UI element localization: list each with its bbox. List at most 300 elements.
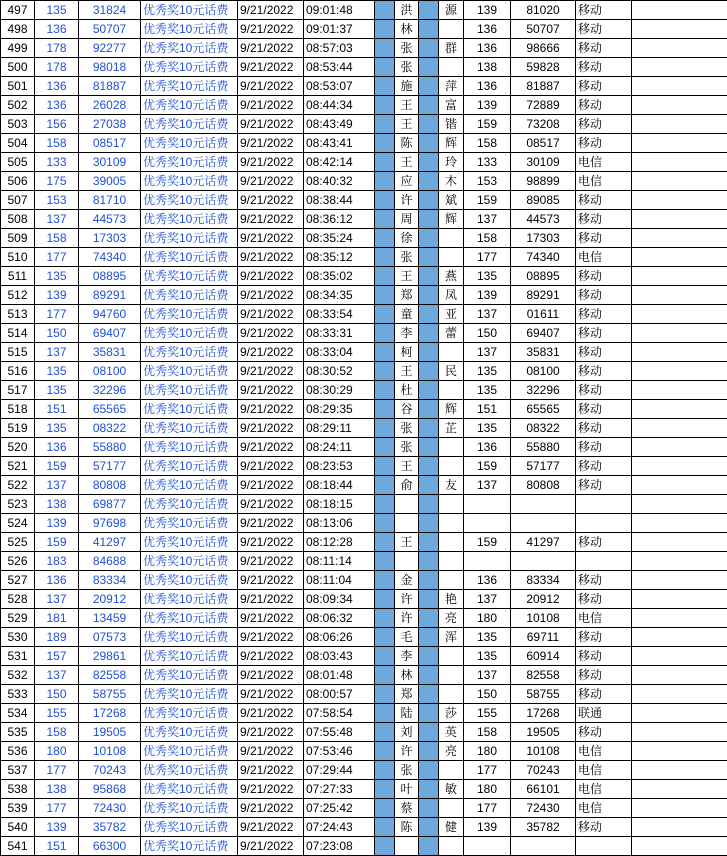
cell-empty-tail xyxy=(632,571,727,590)
highlight-band-right xyxy=(419,628,439,647)
cell-prize: 优秀奖10元话费 xyxy=(141,818,238,837)
table-row[interactable] xyxy=(1,457,727,476)
highlight-band-right xyxy=(419,742,439,761)
cell-time: 07:25:42 xyxy=(304,799,375,818)
highlight-band-right xyxy=(419,571,439,590)
cell-phone-suffix: 10108 xyxy=(79,742,141,761)
cell-phone-suffix: 35831 xyxy=(79,343,141,362)
highlight-band-left xyxy=(375,704,395,723)
cell-date: 9/21/2022 xyxy=(238,799,304,818)
table-row[interactable] xyxy=(1,704,727,723)
cell-confirm-suffix: 08322 xyxy=(511,419,576,438)
cell-confirm-prefix: 150 xyxy=(464,685,511,704)
cell-confirm-prefix: 135 xyxy=(464,381,511,400)
cell-time: 09:01:37 xyxy=(304,20,375,39)
cell-empty-tail xyxy=(632,20,727,39)
table-row[interactable] xyxy=(1,381,727,400)
table-row[interactable] xyxy=(1,172,727,191)
table-row[interactable] xyxy=(1,571,727,590)
cell-prize: 优秀奖10元话费 xyxy=(141,229,238,248)
cell-confirm-suffix: 60914 xyxy=(511,647,576,666)
cell-confirm-suffix: 30109 xyxy=(511,153,576,172)
cell-phone-prefix: 138 xyxy=(35,780,79,799)
cell-given-name xyxy=(439,647,464,666)
cell-date: 9/21/2022 xyxy=(238,495,304,514)
cell-phone-prefix: 137 xyxy=(35,666,79,685)
cell-empty-tail xyxy=(632,343,727,362)
cell-time: 07:53:46 xyxy=(304,742,375,761)
cell-confirm-prefix: 158 xyxy=(464,134,511,153)
cell-row-number: 525 xyxy=(1,533,35,552)
cell-prize: 优秀奖10元话费 xyxy=(141,343,238,362)
cell-row-number: 520 xyxy=(1,438,35,457)
cell-phone-suffix: 17268 xyxy=(79,704,141,723)
table-row[interactable] xyxy=(1,305,727,324)
highlight-band-left xyxy=(375,742,395,761)
table-row[interactable] xyxy=(1,742,727,761)
cell-time: 08:29:11 xyxy=(304,419,375,438)
cell-given-name xyxy=(439,571,464,590)
cell-confirm-prefix: 136 xyxy=(464,39,511,58)
table-row[interactable] xyxy=(1,761,727,780)
highlight-band-left xyxy=(375,495,395,514)
cell-empty-tail xyxy=(632,248,727,267)
cell-date: 9/21/2022 xyxy=(238,514,304,533)
table-row[interactable] xyxy=(1,324,727,343)
cell-confirm-suffix: 35831 xyxy=(511,343,576,362)
cell-surname xyxy=(395,495,419,514)
table-row[interactable] xyxy=(1,495,727,514)
highlight-band-right xyxy=(419,229,439,248)
highlight-band-right xyxy=(419,400,439,419)
cell-carrier xyxy=(576,514,632,533)
table-row[interactable] xyxy=(1,20,727,39)
cell-prize: 优秀奖10元话费 xyxy=(141,685,238,704)
highlight-band-left xyxy=(375,457,395,476)
cell-given-name: 源 xyxy=(439,1,464,20)
table-row[interactable] xyxy=(1,647,727,666)
cell-confirm-suffix: 32296 xyxy=(511,381,576,400)
table-row[interactable] xyxy=(1,666,727,685)
cell-confirm-prefix: 159 xyxy=(464,457,511,476)
cell-carrier: 移动 xyxy=(576,571,632,590)
cell-prize: 优秀奖10元话费 xyxy=(141,134,238,153)
table-row[interactable] xyxy=(1,533,727,552)
cell-row-number: 507 xyxy=(1,191,35,210)
cell-empty-tail xyxy=(632,628,727,647)
cell-given-name: 英 xyxy=(439,723,464,742)
cell-phone-prefix: 136 xyxy=(35,20,79,39)
cell-surname xyxy=(395,552,419,571)
cell-date: 9/21/2022 xyxy=(238,115,304,134)
cell-given-name xyxy=(439,552,464,571)
cell-empty-tail xyxy=(632,96,727,115)
cell-row-number: 503 xyxy=(1,115,35,134)
cell-empty-tail xyxy=(632,191,727,210)
cell-carrier: 移动 xyxy=(576,77,632,96)
cell-phone-prefix: 136 xyxy=(35,77,79,96)
highlight-band-right xyxy=(419,666,439,685)
cell-prize: 优秀奖10元话费 xyxy=(141,761,238,780)
cell-prize: 优秀奖10元话费 xyxy=(141,96,238,115)
cell-row-number: 528 xyxy=(1,590,35,609)
cell-confirm-suffix: 08100 xyxy=(511,362,576,381)
cell-date: 9/21/2022 xyxy=(238,134,304,153)
cell-time: 08:03:43 xyxy=(304,647,375,666)
cell-time: 08:30:29 xyxy=(304,381,375,400)
cell-confirm-suffix: 58755 xyxy=(511,685,576,704)
highlight-band-right xyxy=(419,723,439,742)
cell-phone-prefix: 135 xyxy=(35,267,79,286)
cell-time: 08:34:35 xyxy=(304,286,375,305)
highlight-band-left xyxy=(375,134,395,153)
cell-confirm-prefix: 177 xyxy=(464,761,511,780)
cell-surname: 张 xyxy=(395,419,419,438)
cell-carrier: 电信 xyxy=(576,780,632,799)
cell-confirm-suffix: 50707 xyxy=(511,20,576,39)
highlight-band-right xyxy=(419,115,439,134)
cell-surname: 王 xyxy=(395,457,419,476)
cell-phone-prefix: 150 xyxy=(35,685,79,704)
cell-carrier: 移动 xyxy=(576,286,632,305)
cell-empty-tail xyxy=(632,666,727,685)
cell-confirm-suffix xyxy=(511,514,576,533)
cell-confirm-suffix: 81887 xyxy=(511,77,576,96)
cell-confirm-suffix: 57177 xyxy=(511,457,576,476)
highlight-band-left xyxy=(375,324,395,343)
table-row[interactable] xyxy=(1,609,727,628)
highlight-band-right xyxy=(419,134,439,153)
cell-carrier: 移动 xyxy=(576,590,632,609)
highlight-band-left xyxy=(375,267,395,286)
cell-confirm-suffix: 55880 xyxy=(511,438,576,457)
cell-prize: 优秀奖10元话费 xyxy=(141,590,238,609)
cell-date: 9/21/2022 xyxy=(238,533,304,552)
cell-date: 9/21/2022 xyxy=(238,20,304,39)
cell-surname: 林 xyxy=(395,20,419,39)
cell-time: 08:36:12 xyxy=(304,210,375,229)
highlight-band-left xyxy=(375,210,395,229)
table-row[interactable] xyxy=(1,552,727,571)
table-row[interactable] xyxy=(1,248,727,267)
table-row[interactable] xyxy=(1,837,727,856)
cell-date: 9/21/2022 xyxy=(238,381,304,400)
cell-prize: 优秀奖10元话费 xyxy=(141,362,238,381)
cell-surname: 应 xyxy=(395,172,419,191)
cell-confirm-prefix xyxy=(464,495,511,514)
cell-confirm-prefix: 137 xyxy=(464,210,511,229)
cell-prize: 优秀奖10元话费 xyxy=(141,837,238,856)
cell-confirm-prefix: 137 xyxy=(464,666,511,685)
cell-carrier: 电信 xyxy=(576,153,632,172)
cell-date: 9/21/2022 xyxy=(238,229,304,248)
cell-empty-tail xyxy=(632,229,727,248)
cell-empty-tail xyxy=(632,780,727,799)
cell-surname: 陈 xyxy=(395,818,419,837)
cell-phone-suffix: 08322 xyxy=(79,419,141,438)
cell-confirm-suffix: 82558 xyxy=(511,666,576,685)
cell-prize: 优秀奖10元话费 xyxy=(141,742,238,761)
highlight-band-left xyxy=(375,419,395,438)
highlight-band-right xyxy=(419,704,439,723)
cell-row-number: 511 xyxy=(1,267,35,286)
cell-row-number: 509 xyxy=(1,229,35,248)
table-row[interactable] xyxy=(1,153,727,172)
cell-phone-prefix: 136 xyxy=(35,438,79,457)
cell-date: 9/21/2022 xyxy=(238,210,304,229)
cell-confirm-prefix: 151 xyxy=(464,400,511,419)
cell-confirm-prefix: 137 xyxy=(464,343,511,362)
table-row[interactable] xyxy=(1,96,727,115)
cell-phone-suffix: 81710 xyxy=(79,191,141,210)
cell-phone-prefix: 155 xyxy=(35,704,79,723)
cell-phone-prefix: 151 xyxy=(35,400,79,419)
cell-given-name: 友 xyxy=(439,476,464,495)
cell-date: 9/21/2022 xyxy=(238,1,304,20)
highlight-band-left xyxy=(375,286,395,305)
cell-carrier: 移动 xyxy=(576,324,632,343)
cell-prize: 优秀奖10元话费 xyxy=(141,77,238,96)
table-row[interactable] xyxy=(1,723,727,742)
cell-surname: 陈 xyxy=(395,134,419,153)
cell-carrier: 电信 xyxy=(576,609,632,628)
cell-row-number: 532 xyxy=(1,666,35,685)
highlight-band-left xyxy=(375,723,395,742)
cell-row-number: 530 xyxy=(1,628,35,647)
cell-empty-tail xyxy=(632,400,727,419)
table-row[interactable] xyxy=(1,590,727,609)
cell-confirm-prefix: 136 xyxy=(464,438,511,457)
table-row[interactable] xyxy=(1,210,727,229)
cell-carrier: 联通 xyxy=(576,704,632,723)
cell-prize: 优秀奖10元话费 xyxy=(141,628,238,647)
highlight-band-left xyxy=(375,77,395,96)
highlight-band-right xyxy=(419,761,439,780)
cell-confirm-prefix: 153 xyxy=(464,172,511,191)
cell-time: 08:11:14 xyxy=(304,552,375,571)
cell-confirm-prefix: 139 xyxy=(464,96,511,115)
cell-surname: 郑 xyxy=(395,286,419,305)
cell-phone-suffix: 19505 xyxy=(79,723,141,742)
cell-phone-prefix: 159 xyxy=(35,457,79,476)
cell-confirm-suffix: 69407 xyxy=(511,324,576,343)
highlight-band-right xyxy=(419,286,439,305)
highlight-band-right xyxy=(419,96,439,115)
table-row[interactable] xyxy=(1,400,727,419)
highlight-band-right xyxy=(419,343,439,362)
cell-phone-prefix: 177 xyxy=(35,761,79,780)
cell-surname: 许 xyxy=(395,609,419,628)
cell-row-number: 505 xyxy=(1,153,35,172)
cell-confirm-suffix: 83334 xyxy=(511,571,576,590)
cell-row-number: 533 xyxy=(1,685,35,704)
cell-confirm-prefix: 135 xyxy=(464,267,511,286)
cell-empty-tail xyxy=(632,704,727,723)
highlight-band-left xyxy=(375,248,395,267)
highlight-band-left xyxy=(375,476,395,495)
cell-row-number: 500 xyxy=(1,58,35,77)
cell-confirm-suffix: 98899 xyxy=(511,172,576,191)
cell-prize: 优秀奖10元话费 xyxy=(141,248,238,267)
cell-date: 9/21/2022 xyxy=(238,172,304,191)
highlight-band-left xyxy=(375,191,395,210)
cell-surname: 王 xyxy=(395,96,419,115)
cell-carrier: 移动 xyxy=(576,723,632,742)
cell-confirm-suffix: 65565 xyxy=(511,400,576,419)
cell-prize: 优秀奖10元话费 xyxy=(141,552,238,571)
cell-empty-tail xyxy=(632,172,727,191)
cell-confirm-suffix: 01611 xyxy=(511,305,576,324)
cell-date: 9/21/2022 xyxy=(238,419,304,438)
cell-time: 08:33:54 xyxy=(304,305,375,324)
table-row[interactable] xyxy=(1,58,727,77)
cell-given-name xyxy=(439,495,464,514)
cell-row-number: 536 xyxy=(1,742,35,761)
cell-prize: 优秀奖10元话费 xyxy=(141,58,238,77)
highlight-band-left xyxy=(375,153,395,172)
cell-confirm-prefix: 138 xyxy=(464,58,511,77)
cell-phone-suffix: 41297 xyxy=(79,533,141,552)
cell-date: 9/21/2022 xyxy=(238,609,304,628)
cell-date: 9/21/2022 xyxy=(238,39,304,58)
table-row[interactable] xyxy=(1,229,727,248)
cell-empty-tail xyxy=(632,799,727,818)
table-row[interactable] xyxy=(1,115,727,134)
table-row[interactable] xyxy=(1,267,727,286)
table-row[interactable] xyxy=(1,818,727,837)
cell-given-name: 凤 xyxy=(439,286,464,305)
cell-given-name: 斌 xyxy=(439,191,464,210)
cell-time: 08:44:34 xyxy=(304,96,375,115)
table-row[interactable] xyxy=(1,286,727,305)
cell-row-number: 522 xyxy=(1,476,35,495)
cell-carrier: 移动 xyxy=(576,210,632,229)
table-row[interactable] xyxy=(1,77,727,96)
cell-phone-suffix: 26028 xyxy=(79,96,141,115)
cell-confirm-suffix: 80808 xyxy=(511,476,576,495)
table-row[interactable] xyxy=(1,191,727,210)
cell-carrier: 移动 xyxy=(576,96,632,115)
cell-empty-tail xyxy=(632,153,727,172)
cell-empty-tail xyxy=(632,324,727,343)
cell-prize: 优秀奖10元话费 xyxy=(141,324,238,343)
table-row[interactable] xyxy=(1,1,727,20)
cell-carrier: 移动 xyxy=(576,400,632,419)
cell-phone-prefix: 137 xyxy=(35,343,79,362)
cell-row-number: 529 xyxy=(1,609,35,628)
cell-time: 08:23:53 xyxy=(304,457,375,476)
cell-carrier: 电信 xyxy=(576,799,632,818)
highlight-band-right xyxy=(419,419,439,438)
table-row[interactable] xyxy=(1,362,727,381)
table-row[interactable] xyxy=(1,39,727,58)
cell-empty-tail xyxy=(632,552,727,571)
cell-surname: 童 xyxy=(395,305,419,324)
cell-confirm-prefix: 136 xyxy=(464,20,511,39)
highlight-band-left xyxy=(375,799,395,818)
cell-date: 9/21/2022 xyxy=(238,476,304,495)
cell-row-number: 501 xyxy=(1,77,35,96)
cell-empty-tail xyxy=(632,419,727,438)
cell-empty-tail xyxy=(632,457,727,476)
cell-date: 9/21/2022 xyxy=(238,343,304,362)
cell-empty-tail xyxy=(632,438,727,457)
cell-given-name: 玲 xyxy=(439,153,464,172)
table-row[interactable] xyxy=(1,438,727,457)
cell-given-name: 莎 xyxy=(439,704,464,723)
cell-confirm-suffix: 17268 xyxy=(511,704,576,723)
cell-phone-suffix: 98018 xyxy=(79,58,141,77)
cell-empty-tail xyxy=(632,115,727,134)
highlight-band-left xyxy=(375,628,395,647)
cell-surname: 许 xyxy=(395,590,419,609)
table-body xyxy=(1,1,727,856)
cell-carrier: 移动 xyxy=(576,1,632,20)
cell-time: 08:29:35 xyxy=(304,400,375,419)
cell-given-name: 萍 xyxy=(439,77,464,96)
cell-given-name: 燕 xyxy=(439,267,464,286)
cell-time: 08:00:57 xyxy=(304,685,375,704)
highlight-band-right xyxy=(419,799,439,818)
cell-confirm-prefix: 135 xyxy=(464,419,511,438)
cell-phone-prefix: 137 xyxy=(35,590,79,609)
cell-date: 9/21/2022 xyxy=(238,77,304,96)
cell-phone-prefix: 158 xyxy=(35,723,79,742)
table-row[interactable] xyxy=(1,343,727,362)
cell-confirm-prefix: 177 xyxy=(464,799,511,818)
table-row[interactable] xyxy=(1,134,727,153)
cell-prize: 优秀奖10元话费 xyxy=(141,647,238,666)
cell-row-number: 510 xyxy=(1,248,35,267)
cell-confirm-prefix: 135 xyxy=(464,647,511,666)
cell-confirm-prefix: 137 xyxy=(464,305,511,324)
cell-given-name xyxy=(439,229,464,248)
cell-time: 07:29:44 xyxy=(304,761,375,780)
cell-prize: 优秀奖10元话费 xyxy=(141,476,238,495)
cell-date: 9/21/2022 xyxy=(238,552,304,571)
cell-confirm-suffix: 41297 xyxy=(511,533,576,552)
cell-empty-tail xyxy=(632,685,727,704)
cell-confirm-prefix xyxy=(464,837,511,856)
table-row[interactable] xyxy=(1,799,727,818)
cell-carrier: 移动 xyxy=(576,229,632,248)
cell-prize: 优秀奖10元话费 xyxy=(141,20,238,39)
highlight-band-left xyxy=(375,172,395,191)
table-row[interactable] xyxy=(1,419,727,438)
cell-confirm-suffix: 35782 xyxy=(511,818,576,837)
cell-date: 9/21/2022 xyxy=(238,723,304,742)
cell-phone-suffix: 13459 xyxy=(79,609,141,628)
table-row[interactable] xyxy=(1,628,727,647)
highlight-band-right xyxy=(419,172,439,191)
cell-prize: 优秀奖10元话费 xyxy=(141,533,238,552)
cell-carrier: 移动 xyxy=(576,305,632,324)
cell-row-number: 541 xyxy=(1,837,35,856)
table-row[interactable] xyxy=(1,514,727,533)
cell-time: 08:53:44 xyxy=(304,58,375,77)
cell-confirm-suffix: 72430 xyxy=(511,799,576,818)
table-row[interactable] xyxy=(1,685,727,704)
table-row[interactable] xyxy=(1,780,727,799)
cell-phone-prefix: 139 xyxy=(35,514,79,533)
cell-surname: 叶 xyxy=(395,780,419,799)
cell-surname: 张 xyxy=(395,438,419,457)
table-row[interactable] xyxy=(1,476,727,495)
highlight-band-right xyxy=(419,77,439,96)
cell-empty-tail xyxy=(632,590,727,609)
cell-prize: 优秀奖10元话费 xyxy=(141,153,238,172)
cell-prize: 优秀奖10元话费 xyxy=(141,191,238,210)
